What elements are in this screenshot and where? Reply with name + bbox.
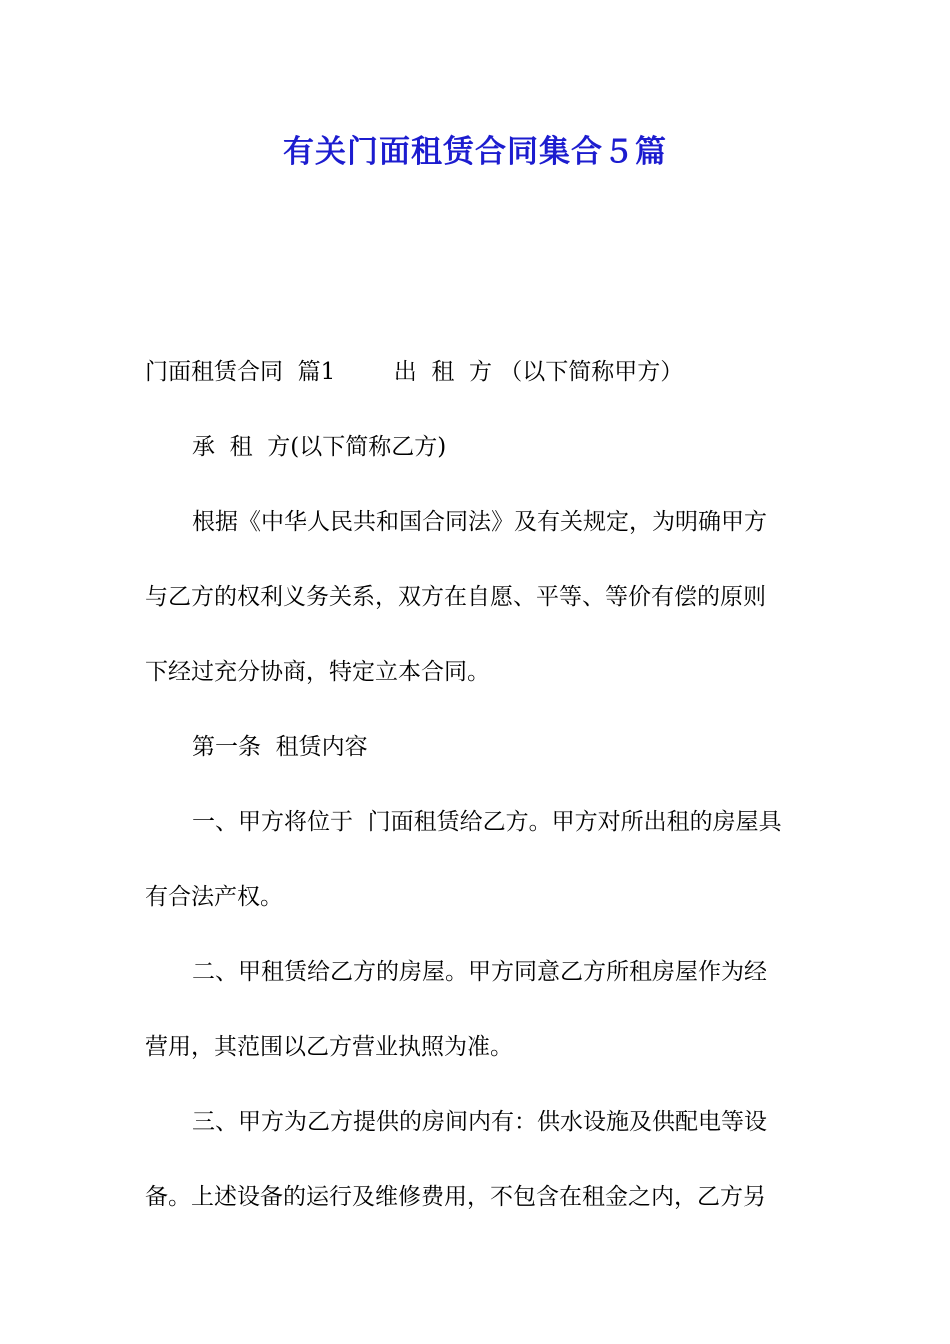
paragraph-line: 营用，其范围以乙方营业执照为准。 [145,1034,513,1060]
paragraph-line: 有合法产权。 [145,884,283,910]
paragraph-line: 承 租 方(以下简称乙方) [192,434,447,460]
paragraph-line: 二、甲租赁给乙方的房屋。甲方同意乙方所租房屋作为经 [192,959,767,985]
document-title: 有关门面租赁合同集合５篇 [283,134,667,170]
paragraph-line: 下经过充分协商，特定立本合同。 [145,659,490,685]
paragraph-line: 一、甲方将位于 门面租赁给乙方。甲方对所出租的房屋具 [192,809,782,835]
paragraph-line: 门面租赁合同 篇1 出 租 方 （以下简称甲方） [145,359,684,385]
paragraph-line: 与乙方的权利义务关系，双方在自愿、平等、等价有偿的原则 [145,584,766,610]
paragraph-line: 三、甲方为乙方提供的房间内有：供水设施及供配电等设 [192,1109,767,1135]
paragraph-line: 备。上述设备的运行及维修费用，不包含在租金之内，乙方另 [145,1184,766,1210]
section-heading: 第一条 租赁内容 [192,734,368,760]
paragraph-line: 根据《中华人民共和国合同法》及有关规定，为明确甲方 [192,509,767,535]
document-body [145,335,810,1235]
